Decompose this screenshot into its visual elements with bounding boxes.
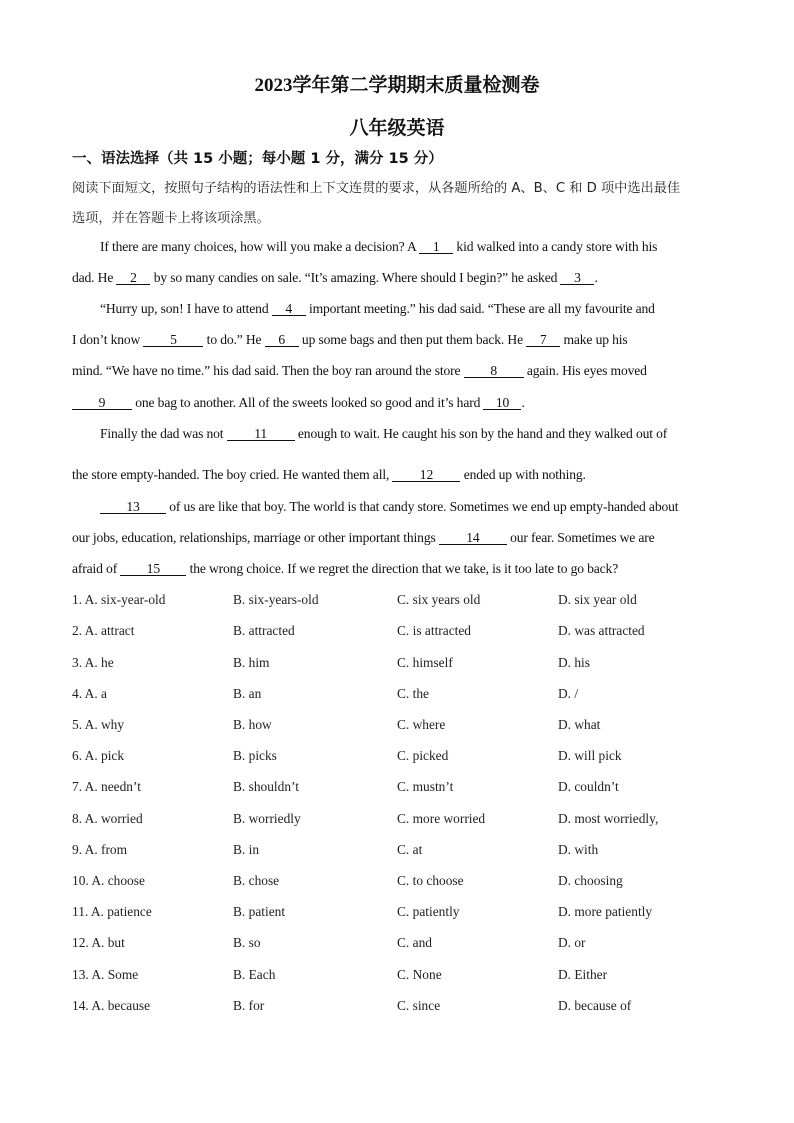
option-b[interactable]: B. shouldn’t [233,779,299,794]
passage-text: the store empty-handed. The boy cried. He wanted them all, [72,467,393,482]
blank-14: 14 [439,531,507,545]
exam-title: 2023学年第二学期期末质量检测卷 [254,75,540,96]
passage-text: the wrong choice. If we regret the direction that we take, is it too late to go back? [186,561,619,576]
passage-line-1 [100,239,750,255]
passage-text: the dad was not [137,426,227,441]
passage-text: dad. He [72,270,117,285]
blank-3: 3 [560,271,594,285]
blank-15: 15 [120,562,186,576]
passage-text: make up his [560,332,628,347]
option-c[interactable]: C. is attracted [397,623,471,638]
option-a[interactable]: 4. A. a [72,686,107,701]
option-d[interactable]: D. will pick [558,748,622,763]
option-b[interactable]: B. so [233,935,261,950]
option-a[interactable]: 11. A. patience [72,904,152,919]
option-b[interactable]: B. chose [233,873,280,888]
option-a[interactable]: 12. A. but [72,935,125,950]
option-c[interactable]: C. to choose [397,873,464,888]
option-c[interactable]: C. at [397,842,423,857]
option-b[interactable]: B. patient [233,904,286,919]
blank-1: 1 [419,240,453,254]
option-a[interactable]: 9. A. from [72,842,128,857]
option-b[interactable]: B. Each [233,967,276,982]
passage-text: of us are like that boy. The world is that candy store. Sometimes we end up empty-handed about [166,499,679,514]
blank-5: 5 [143,333,203,347]
blank-2: 2 [116,271,150,285]
blank-9: 9 [72,396,132,410]
option-b[interactable]: B. worriedly [233,811,301,826]
passage-text: important meeting.” his dad said. “These are all my favourite and [305,301,655,316]
passage-text: enough to wait. He caught his son by the hand and they walked out of [294,426,668,441]
passage-line-6 [72,395,722,411]
option-c[interactable]: C. where [397,717,446,732]
option-a[interactable]: 7. A. needn’t [72,779,141,794]
option-d[interactable]: D. his [558,655,590,670]
option-d[interactable]: D. choosing [558,873,623,888]
option-d[interactable]: D. what [558,717,601,732]
option-c[interactable]: C. patiently [397,904,460,919]
passage-line-5 [72,363,722,379]
option-d[interactable]: D. couldn’t [558,779,619,794]
passage-text: our fear. Sometimes we are [506,530,655,545]
option-b[interactable]: B. him [233,655,270,670]
section-heading: 一、语法选择（共 15 小题；每小题 1 分，满分 15 分） [72,151,443,167]
passage-text: to do.” He [203,332,265,347]
option-a[interactable]: 10. A. choose [72,873,145,888]
passage-line-10 [72,530,722,546]
option-c[interactable]: C. and [397,935,432,950]
passage-line-9 [100,499,750,515]
option-d[interactable]: D. was attracted [558,623,645,638]
passage-text: . [521,395,525,410]
option-c[interactable]: C. more worried [397,811,486,826]
option-d[interactable]: D. / [558,686,579,701]
option-d[interactable]: D. six year old [558,592,637,607]
option-b[interactable]: B. six-years-old [233,592,319,607]
passage-text: up some bags and then put them back. He [298,332,527,347]
blank-11: 11 [227,427,295,441]
option-d[interactable]: D. more patiently [558,904,653,919]
option-b[interactable]: B. picks [233,748,277,763]
option-b[interactable]: B. for [233,998,265,1013]
passage-text: one bag to another. All of the sweets looked so good and it’s hard [132,395,484,410]
passage-text: again. His eyes moved [523,363,647,378]
option-a[interactable]: 1. A. six-year-old [72,592,166,607]
option-a[interactable]: 5. A. why [72,717,125,732]
option-c[interactable]: C. six years old [397,592,481,607]
option-a[interactable]: 13. A. Some [72,967,139,982]
instruction-line-1: 阅读下面短文，按照句子结构的语法性和上下文连贯的要求，从各题所给的 A、B、C 和 D 项中选出最佳 [72,181,681,196]
passage-text: ended up with nothing. [460,467,586,482]
option-c[interactable]: C. himself [397,655,453,670]
option-b[interactable]: B. attracted [233,623,295,638]
blank-7: 7 [526,333,560,347]
blank-4: 4 [272,302,306,316]
passage-line-3 [100,301,750,317]
option-c[interactable]: C. the [397,686,429,701]
option-d[interactable]: D. Either [558,967,608,982]
passage-line-8 [72,467,722,483]
option-b[interactable]: B. how [233,717,272,732]
option-b[interactable]: B. an [233,686,262,701]
blank-13: 13 [100,500,166,514]
option-a[interactable]: 3. A. he [72,655,114,670]
option-b[interactable]: B. in [233,842,260,857]
passage-text: . [594,270,598,285]
blank-6: 6 [265,333,299,347]
option-a[interactable]: 6. A. pick [72,748,125,763]
option-a[interactable]: 2. A. attract [72,623,135,638]
passage-text: by so many candies on sale. “It’s amazing. Where should I begin?” he asked [150,270,561,285]
option-a[interactable]: 14. A. because [72,998,151,1013]
option-d[interactable]: D. or [558,935,586,950]
passage-text: If there are many choices, how will you make a decision? A [100,239,420,254]
option-c[interactable]: C. None [397,967,442,982]
passage-text: our jobs, education, relationships, marriage or other important things [72,530,439,545]
passage-text: kid walked into a candy store with his [453,239,658,254]
blank-12: 12 [392,468,460,482]
option-c[interactable]: C. picked [397,748,449,763]
passage-text: I don’t know [72,332,144,347]
option-c[interactable]: C. mustn’t [397,779,454,794]
passage-line-7 [100,426,750,442]
option-d[interactable]: D. with [558,842,599,857]
passage-text: Finally [100,426,138,441]
passage-text: “Hurry up, son! I have to attend [100,301,272,316]
passage-line-2 [72,270,722,286]
exam-subtitle: 八年级英语 [349,118,445,139]
passage-line-11 [72,561,722,577]
option-c[interactable]: C. since [397,998,441,1013]
instruction-line-2: 选项，并在答题卡上将该项涂黑。 [72,211,270,226]
blank-8: 8 [464,364,524,378]
blank-10: 10 [483,396,521,410]
option-d[interactable]: D. because of [558,998,632,1013]
passage-text: afraid of [72,561,121,576]
option-d[interactable]: D. most worriedly, [558,811,659,826]
passage-text: mind. “We have no time.” his dad said. Then the boy ran around the store [72,363,464,378]
option-a[interactable]: 8. A. worried [72,811,143,826]
passage-line-4 [72,332,722,348]
